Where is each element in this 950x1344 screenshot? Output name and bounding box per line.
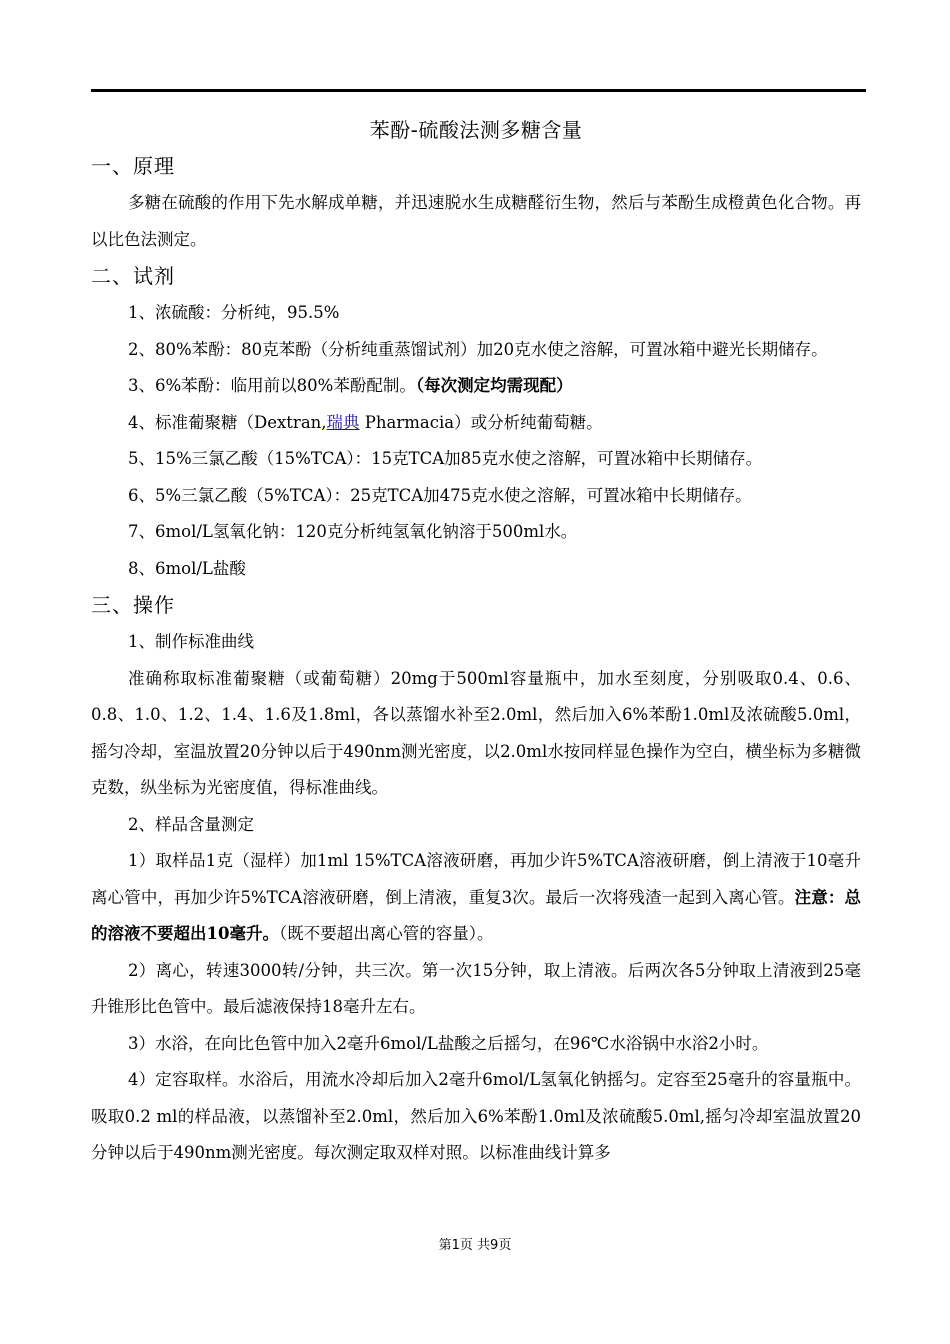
- sweden-link[interactable]: 瑞典: [326, 412, 360, 432]
- document-body: [91, 112, 861, 1172]
- section-heading-reagents: 二、试剂: [91, 264, 175, 288]
- standard-curve-paragraph: 准确称取标准葡聚糖（或葡萄糖）20mg于500ml容量瓶中，加水至刻度，分别吸取0.4、0.6、0.8、1.0、1.2、1.4、1.6及1.8ml，各以蒸馏水补至2.0ml，然后加入6%苯酚1.0ml及浓硫酸5.0ml，摇匀冷却，室温放置20分钟以后于490nm测光密度，以2.0ml水按同样显色操作为空白，横坐标为多糖微克数，纵坐标为光密度值，得标准曲线。: [91, 668, 861, 797]
- reagent-item-6: 6、5%三氯乙酸（5%TCA）：25克TCA加475克水使之溶解，可置冰箱中长期储存。: [128, 485, 752, 505]
- procedure-subheading-sample: 2、样品含量测定: [128, 814, 254, 834]
- reagent-item-3: [91, 368, 861, 405]
- sample-step-2: 2）离心，转速3000转/分钟，共三次。第一次15分钟，取上清液。后两次各5分钟取上清液到25毫升锥形比色管中。最后滤液保持18毫升左右。: [91, 960, 861, 1016]
- principle-paragraph: 多糖在硫酸的作用下先水解成单糖，并迅速脱水生成糖醛衍生物，然后与苯酚生成橙黄色化合物。再以比色法测定。: [91, 193, 861, 249]
- sample-step-1-note: （既不要超出离心管的容量）。: [278, 924, 494, 943]
- reagent-item-3-text: 3、6%苯酚：临用前以80%苯酚配制。: [128, 376, 416, 395]
- reagent-item-4: [91, 405, 861, 442]
- sample-step-4: 4）定容取样。水浴后，用流水冷却后加入2毫升6mol/L氢氧化钠摇匀。定容至25毫升的容量瓶中。吸取0.2 ml的样品液，以蒸馏补至2.0ml，然后加入6%苯酚1.0ml及浓硫酸5.0ml,摇匀冷却室温放置20分钟以后于490nm测光密度。每次测定取双样对照。以标准曲线计算多: [91, 1070, 861, 1162]
- sample-step-3: 3）水浴，在向比色管中加入2毫升6mol/L盐酸之后摇匀，在96℃水浴锅中水浴2小时。: [128, 1033, 769, 1053]
- header-rule: [91, 89, 866, 92]
- procedure-subheading-curve: 1、制作标准曲线: [128, 632, 254, 651]
- page-number-footer: 第1页 共9页: [438, 1238, 512, 1253]
- reagent-item-7: 7、6mol/L氢氧化钠：120克分析纯氢氧化钠溶于500ml水。: [128, 522, 578, 541]
- section-heading-principle: 一、原理: [91, 154, 175, 178]
- reagent-item-4-text-b: Pharmacia）或分析纯葡萄糖。: [359, 412, 603, 432]
- reagent-item-1: 1、浓硫酸：分析纯，95.5%: [128, 303, 340, 322]
- reagent-item-3-note: （每次测定均需现配）: [415, 376, 573, 395]
- reagent-item-4-text-a: 4、标准葡聚糖（Dextran,: [128, 412, 327, 432]
- document-title: 苯酚-硫酸法测多糖含量: [369, 118, 583, 142]
- section-heading-procedure: 三、操作: [91, 593, 175, 617]
- reagent-item-5: 5、15%三氯乙酸（15%TCA）：15克TCA加85克水使之溶解，可置冰箱中长期储存。: [128, 449, 763, 468]
- sample-step-1: [91, 843, 861, 953]
- sample-step-1-warning: 注意：总的溶液不要超出10毫升。: [91, 887, 861, 943]
- sample-step-1-text: 1）取样品1克（湿样）加1ml 15%TCA溶液研磨，再加少许5%TCA溶液研磨，倒上清液于10毫升离心管中，再加少许5%TCA溶液研磨，倒上清液，重复3次。最后一次将残渣一起到入离心管。: [91, 851, 861, 907]
- reagent-item-8: 8、6mol/L盐酸: [128, 558, 246, 578]
- reagent-item-2: 2、80%苯酚：80克苯酚（分析纯重蒸馏试剂）加20克水使之溶解，可置冰箱中避光长期储存。: [128, 339, 828, 359]
